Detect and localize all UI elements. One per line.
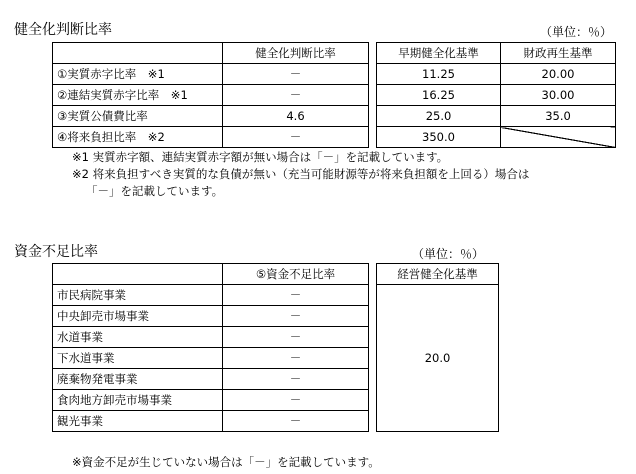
- note-1: ※1 実質赤字額、連結実質赤字額が無い場合は「－」を記載しています。: [72, 150, 449, 164]
- section1-unit: （単位：％）: [540, 25, 613, 39]
- row-label: 水道事業: [53, 327, 223, 348]
- header-blank: [53, 264, 223, 285]
- note-2: ※2 将来負担すべき実質的な負債が無い（充当可能財源等が将来負担額を上回る）場合は: [72, 167, 530, 181]
- row-label: ②連結実質赤字比率 ※1: [53, 85, 223, 106]
- header-blank: [53, 43, 223, 64]
- gap-cell: [369, 127, 377, 148]
- row-rebuild: 30.00: [501, 85, 616, 106]
- row-label: ④将来負担比率 ※2: [53, 127, 223, 148]
- standard-value: 20.0: [377, 285, 499, 432]
- row-label: ①実質赤字比率 ※1: [53, 64, 223, 85]
- row-early: 25.0: [377, 106, 501, 127]
- gap-cell: [369, 285, 377, 432]
- gap-cell: [369, 106, 377, 127]
- header-row: [53, 43, 616, 64]
- row-ratio: －: [223, 411, 369, 432]
- header-standard: 経営健全化基準: [377, 264, 499, 285]
- header-row: [53, 264, 499, 285]
- row-label: 廃棄物発電事業: [53, 369, 223, 390]
- row-rebuild: 20.00: [501, 64, 616, 85]
- table-row: [53, 285, 499, 306]
- row-ratio: －: [223, 348, 369, 369]
- row-label: ③実質公債費比率: [53, 106, 223, 127]
- row-ratio: －: [223, 285, 369, 306]
- row-label: 食肉地方卸売市場事業: [53, 390, 223, 411]
- header-rebuild: 財政再生基準: [501, 43, 616, 64]
- table-row: [53, 127, 616, 148]
- row-ratio: 4.6: [223, 106, 369, 127]
- row-label: 下水道事業: [53, 348, 223, 369]
- header-ratio: 健全化判断比率: [223, 43, 369, 64]
- row-ratio: －: [223, 127, 369, 148]
- section2-unit: （単位：％）: [412, 247, 485, 261]
- section1-title: 健全化判断比率: [14, 22, 112, 38]
- table-row: [53, 64, 616, 85]
- diagonal-empty-cell: [501, 127, 616, 148]
- row-label: 市民病院事業: [53, 285, 223, 306]
- gap-cell: [369, 43, 377, 64]
- row-ratio: －: [223, 306, 369, 327]
- row-rebuild: 35.0: [501, 106, 616, 127]
- row-label: 中央卸売市場事業: [53, 306, 223, 327]
- section2-title: 資金不足比率: [14, 244, 98, 260]
- table-row: [53, 85, 616, 106]
- row-ratio: －: [223, 327, 369, 348]
- row-ratio: －: [223, 64, 369, 85]
- row-ratio: －: [223, 85, 369, 106]
- gap-cell: [369, 64, 377, 85]
- note-3: 「－」を記載しています。: [86, 184, 224, 198]
- header-ratio: ⑤資金不足比率: [223, 264, 369, 285]
- table-row: [53, 106, 616, 127]
- row-early: 11.25: [377, 64, 501, 85]
- gap-cell: [369, 85, 377, 106]
- fund-shortage-table: [52, 263, 499, 432]
- note-shortage: ※資金不足が生じていない場合は「－」を記載しています。: [72, 455, 380, 469]
- row-ratio: －: [223, 390, 369, 411]
- row-early: 350.0: [377, 127, 501, 148]
- gap-cell: [369, 264, 377, 285]
- health-ratio-table: [52, 42, 616, 148]
- row-label: 観光事業: [53, 411, 223, 432]
- row-early: 16.25: [377, 85, 501, 106]
- header-early: 早期健全化基準: [377, 43, 501, 64]
- row-ratio: －: [223, 369, 369, 390]
